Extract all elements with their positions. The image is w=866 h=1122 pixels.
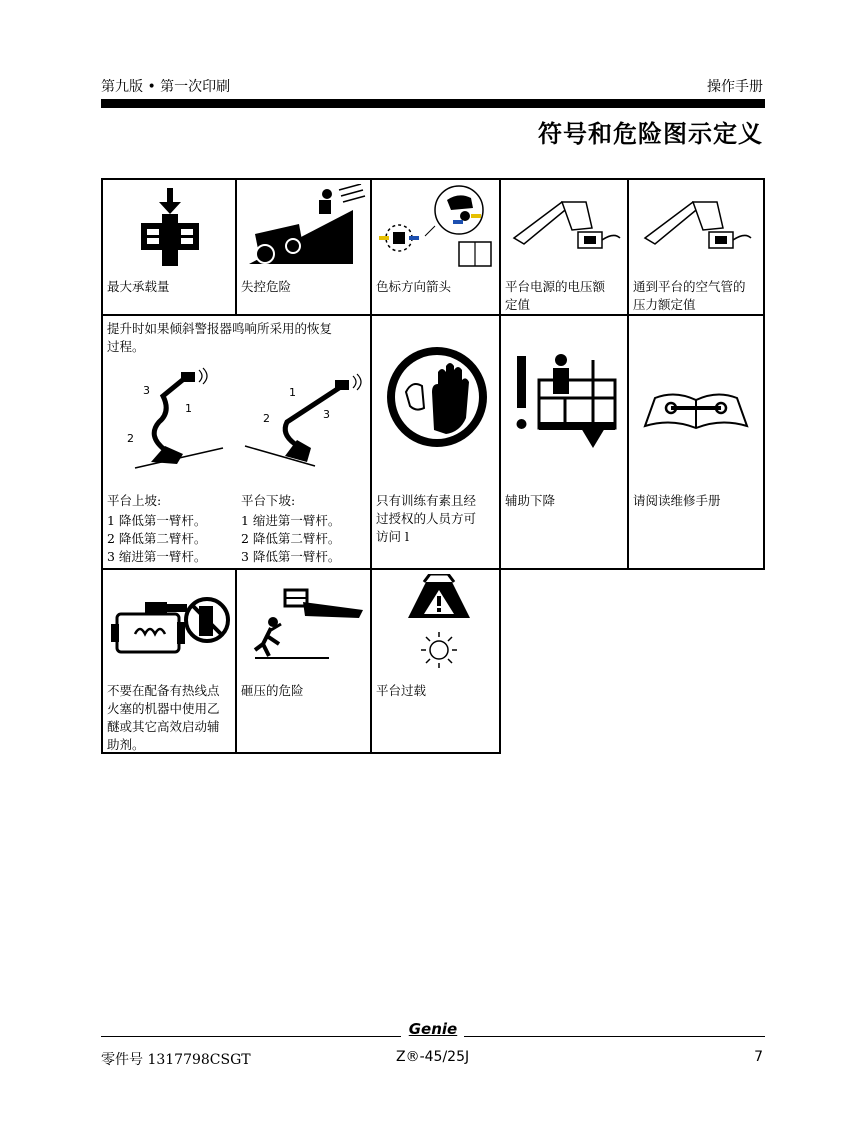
footer-rule-left [101,1036,401,1037]
voltage-icon [506,188,626,268]
footer-model: Z®-45/25J [396,1049,470,1065]
label-overload: 平台过载 [376,683,427,698]
label-runaway: 失控危险 [241,279,292,294]
label-ether-l1: 不要在配备有热线点 [107,683,220,698]
label-read-service: 请阅读维修手册 [633,493,721,508]
footer-rule-right [464,1036,765,1037]
footer-part-number: 零件号 1317798CSGT [101,1052,251,1068]
cell-aux-lowering [499,314,629,570]
label-authorized-l1: 只有训练有素且经 [376,493,477,508]
tilt-downhill-icon [241,366,371,476]
crush-icon [245,584,369,664]
uphill-step-3: 3 缩进第一臂杆。 [107,549,207,564]
label-max-load: 最大承载量 [107,279,170,294]
cell-runaway [235,178,372,316]
footer-page-number: 7 [754,1049,763,1065]
genie-logo: Genie [408,1020,458,1038]
aux-lowering-icon [509,352,619,452]
step-num-1: 1 [185,402,192,415]
cell-no-ether [101,568,237,754]
downhill-step-1: 1 缩进第一臂杆。 [241,513,341,528]
cell-tilt-recovery [101,314,372,570]
cell-crush [235,568,372,754]
uphill-heading: 平台上坡: [107,493,162,508]
step-num-3: 3 [323,408,330,421]
max-load-icon [135,186,205,278]
step-num-2: 2 [263,412,270,425]
label-tilt-l1: 提升时如果倾斜警报器鸣响所采用的恢复 [107,321,333,336]
label-crush: 砸压的危险 [241,683,304,698]
manual-book-icon [641,378,751,438]
step-num-3: 3 [143,384,150,397]
page-title: 符号和危险图示定义 [538,120,763,148]
label-authorized-l3: 访问 l [376,529,409,544]
downhill-step-2: 2 降低第二臂杆。 [241,531,341,546]
no-ether-icon [109,586,233,666]
label-voltage-l1: 平台电源的电压额 [505,279,606,294]
label-ether-l2: 火塞的机器中使用乙 [107,701,220,716]
cell-overload [370,568,501,754]
label-tilt-l2: 过程。 [107,339,145,354]
label-color-arrows: 色标方向箭头 [376,279,452,294]
stop-hand-icon [382,342,492,452]
air-pressure-icon [637,188,757,268]
header-edition: 第九版 • 第一次印刷 [101,79,231,95]
header-manual: 操作手册 [707,79,763,95]
label-air-l1: 通到平台的空气管的 [633,279,746,294]
label-aux-lowering: 辅助下降 [505,493,556,508]
step-num-2: 2 [127,432,134,445]
label-voltage-l2: 定值 [505,297,531,312]
tilt-uphill-icon [125,366,235,476]
label-ether-l3: 醚或其它高效启动辅 [107,719,220,734]
uphill-step-2: 2 降低第二臂杆。 [107,531,207,546]
step-num-1: 1 [289,386,296,399]
cell-air-pressure [627,178,765,316]
cell-read-service [627,314,765,570]
color-arrows-icon [377,184,497,270]
cell-color-arrows [370,178,501,316]
downhill-step-3: 3 降低第一臂杆。 [241,549,341,564]
label-ether-l4: 助剂。 [107,737,145,752]
overload-icon [404,574,474,674]
label-air-l2: 压力额定值 [633,297,696,312]
cell-platform-voltage [499,178,629,316]
label-authorized-l2: 过授权的人员方可 [376,511,477,526]
cell-authorized [370,314,501,570]
downhill-heading: 平台下坡: [241,493,296,508]
header-rule [101,99,765,108]
cell-max-load [101,178,237,316]
uphill-step-1: 1 降低第一臂杆。 [107,513,207,528]
runaway-icon [243,184,368,274]
